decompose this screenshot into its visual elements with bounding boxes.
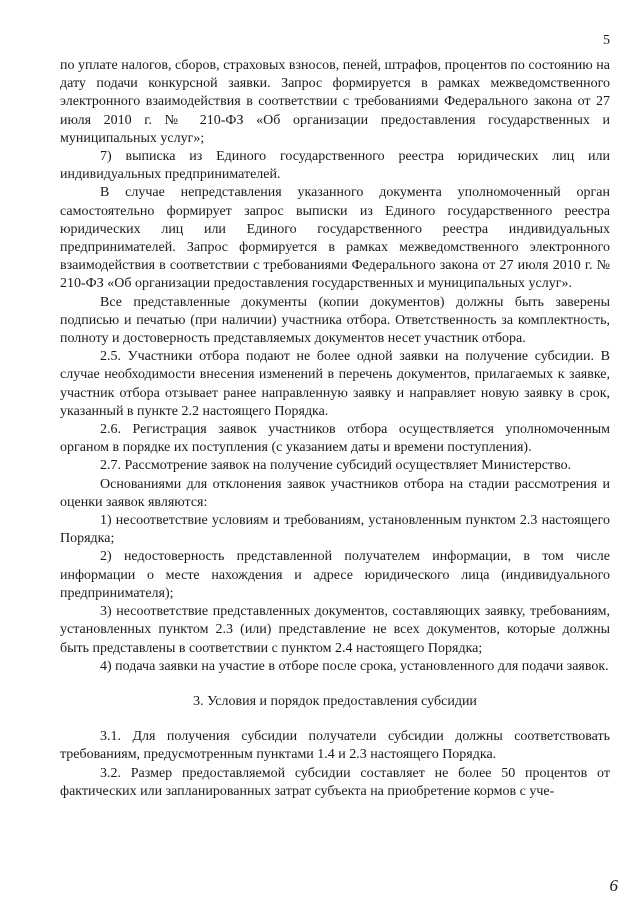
list-item-rejection-1: 1) несоответствие условиям и требованиям, установленным пунктом 2.3 настоящего Порядка;: [60, 513, 610, 547]
paragraph-rejection-grounds: Основаниями для отклонения заявок участников отбора на стадии рассмотрения и оценки заявок являются:: [60, 476, 610, 510]
paragraph-clause-2-6: 2.6. Регистрация заявок участников отбора осуществляется уполномоченным органом в порядке их поступления (с указанием даты и времени поступления).: [60, 422, 610, 456]
page-number: 5: [603, 33, 610, 48]
paragraph-registry-request: В случае непредставления указанного документа уполномоченный орган самостоятельно формирует запрос выписки из Единого государственного реестра юридических лиц или Единого государственного реестра индивидуальных предпринимателей. Запрос формируется в рамках межведомственного электронного взаимодействия в соответствии с требованиями Федерального закона от 27 июля 2010 г. № 210-ФЗ «Об организации предоставления государственных и муниципальных услуг».: [60, 185, 610, 292]
list-item-rejection-4: 4) подача заявки на участие в отборе после срока, установленного для подачи заявок.: [100, 658, 609, 674]
list-item-rejection-2: 2) недостоверность представленной получателем информации, в том числе информации о месте нахождения и адресе юридического лица (индивидуального предпринимателя);: [60, 549, 610, 601]
paragraph-clause-3-1: 3.1. Для получения субсидии получатели субсидии должны соответствовать требованиям, предусмотренным пунктами 1.4 и 2.3 настоящего Порядка.: [60, 729, 610, 763]
paragraph-clause-2-7: 2.7. Рассмотрение заявок на получение субсидий осуществляет Министерство.: [100, 458, 572, 474]
paragraph-clause-3-2: 3.2. Размер предоставляемой субсидии составляет не более 50 процентов от фактических или запланированных затрат субъекта на приобретение кормов с уче-: [60, 765, 610, 799]
paragraph-clause-2-5: 2.5. Участники отбора подают не более одной заявки на получение субсидии. В случае необходимости внесения изменений в перечень документов, прилагаемых к заявке, участник отбора отзывает ранее направленную заявку и направляет новую заявку в срок, указанный в пункте 2.2 настоящего Порядка.: [60, 349, 610, 419]
paragraph-item-7-registry-extract: 7) выписка из Единого государственного реестра юридических лиц или индивидуальных предпринимателей.: [60, 149, 610, 183]
list-item-rejection-3: 3) несоответствие представленных документов, составляющих заявку, требованиям, установленных пунктом 2.3 (или) представление не всех документов, которые должны быть представлены в соответствии с пунктом 2.4 настоящего Порядка;: [60, 604, 610, 656]
handwritten-page-mark: 6: [609, 876, 618, 895]
paragraph-tax-arrears-continuation: по уплате налогов, сборов, страховых взносов, пеней, штрафов, процентов по состоянию на дату подачи конкурсной заявки. Запрос формируется в рамках межведомственного электронного взаимодействия в соответствии с требованиями Федерального закона от 27 июля 2010 г. № 210-ФЗ «Об организации предоставления государственных и муниципальных услуг»;: [60, 58, 610, 146]
section-heading-3: 3. Условия и порядок предоставления субсидии: [193, 693, 477, 709]
document-body: [60, 57, 610, 801]
paragraph-documents-certification: Все представленные документы (копии документов) должны быть заверены подписью и печатью (при наличии) участника отбора. Ответственность за комплектность, полноту и достоверность представляемых документов несет участник отбора.: [60, 294, 610, 347]
